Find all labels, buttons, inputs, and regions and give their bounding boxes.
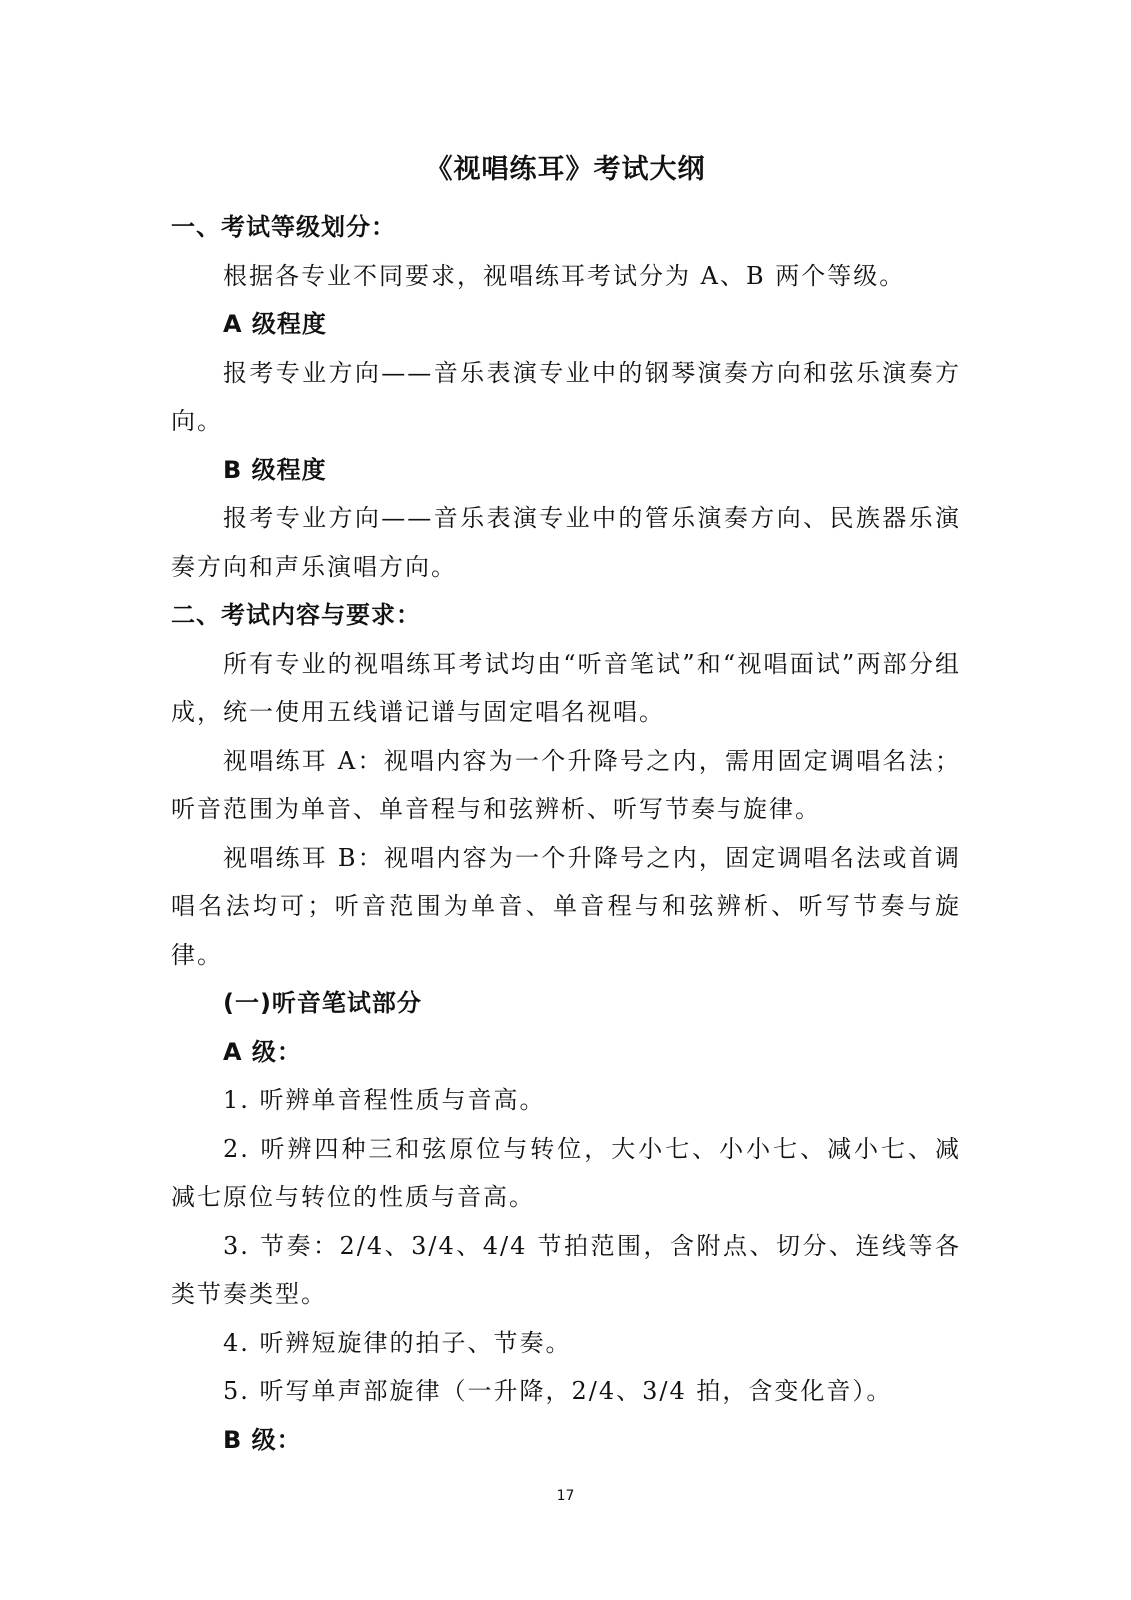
list-item: 2. 听辨四种三和弦原位与转位，大小七、小小七、减小七、减减七原位与转位的性质与音高。 <box>171 1134 961 1211</box>
list-item: 5. 听写单声部旋律（一升降，2/4、3/4 拍，含变化音）。 <box>223 1377 893 1405</box>
list-item: 3. 节奏：2/4、3/4、4/4 节拍范围，含附点、切分、连线等各类节奏类型。 <box>171 1231 961 1308</box>
section-heading-content-requirements: 二、考试内容与要求： <box>171 601 421 629</box>
document-body <box>171 203 961 1464</box>
paragraph-requirement-b: 视唱练耳 B：视唱内容为一个升降号之内，固定调唱名法或首调唱名法均可；听音范围为单音、单音程与和弦辨析、听写节奏与旋律。 <box>171 843 961 969</box>
paragraph-level-b: 报考专业方向——音乐表演专业中的管乐演奏方向、民族器乐演奏方向和声乐演唱方向。 <box>171 504 961 581</box>
paragraph-requirement-a: 视唱练耳 A：视唱内容为一个升降号之内，需用固定调唱名法；听音范围为单音、单音程与和弦辨析、听写节奏与旋律。 <box>171 746 961 823</box>
page-number: 17 <box>556 1488 575 1504</box>
grade-a-label: A 级： <box>223 1037 302 1066</box>
list-item: 1. 听辨单音程性质与音高。 <box>223 1086 546 1114</box>
document-title: 《视唱练耳》考试大纲 <box>425 154 706 185</box>
subheading-level-a: A 级程度 <box>223 310 327 338</box>
subheading-level-b: B 级程度 <box>223 455 327 484</box>
paragraph-level-a: 报考专业方向——音乐表演专业中的钢琴演奏方向和弦乐演奏方向。 <box>171 358 961 435</box>
list-item: 4. 听辨短旋律的拍子、节奏。 <box>223 1328 572 1357</box>
grade-b-label: B 级： <box>223 1425 302 1454</box>
paragraph-content-intro: 所有专业的视唱练耳考试均由“听音笔试”和“视唱面试”两部分组成，统一使用五线谱记谱与固定唱名视唱。 <box>171 649 961 726</box>
section-heading-exam-levels: 一、考试等级划分： <box>171 213 396 241</box>
subheading-listening-written: (一)听音笔试部分 <box>223 989 422 1017</box>
paragraph-levels-intro: 根据各专业不同要求，视唱练耳考试分为 A、B 两个等级。 <box>223 261 906 290</box>
